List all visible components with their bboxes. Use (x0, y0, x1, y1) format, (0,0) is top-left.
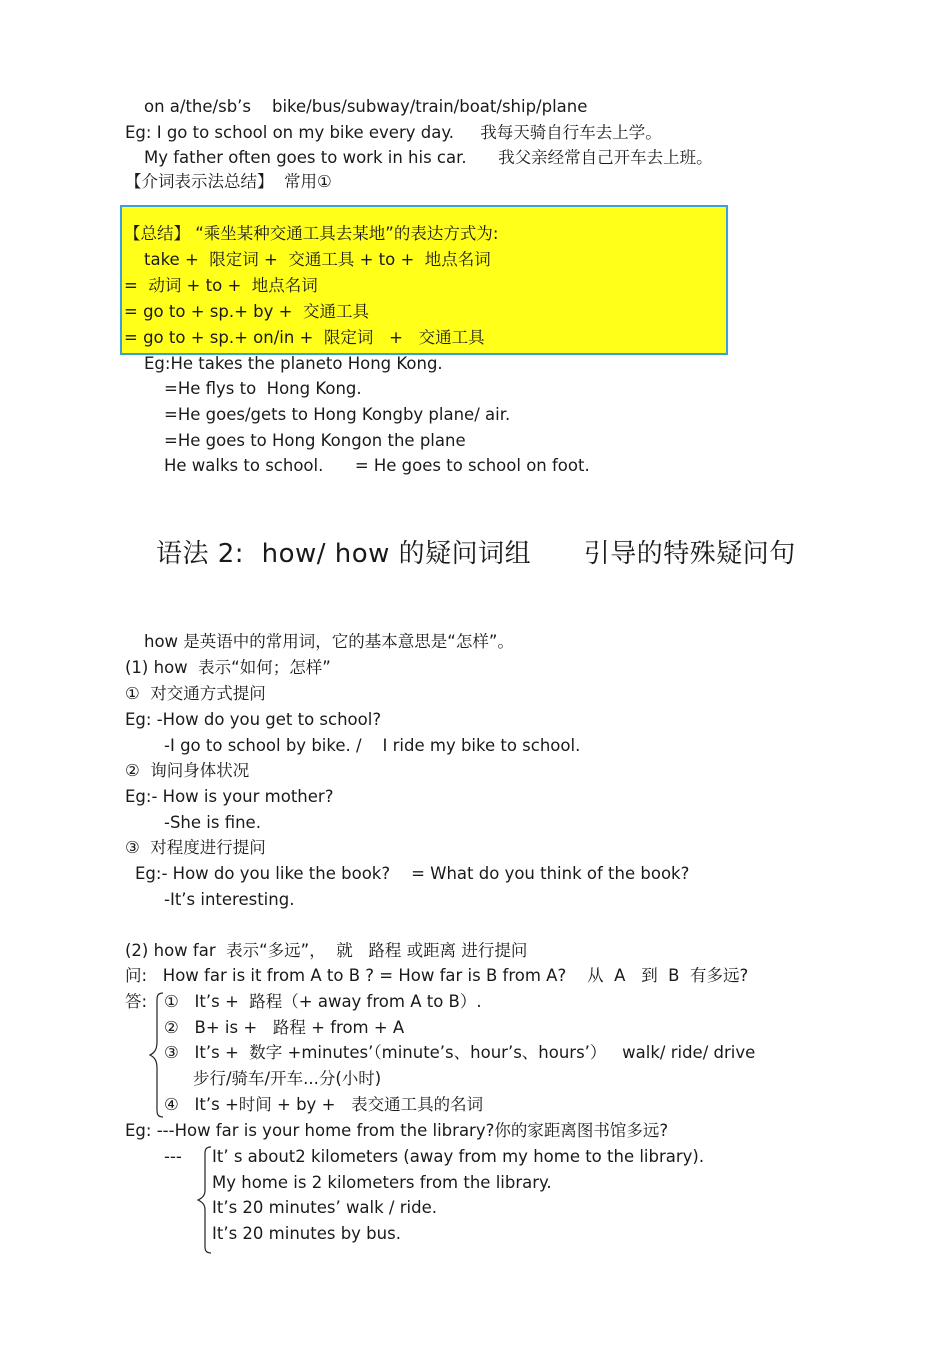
answer-3: ③ It’s + 数字 +minutes’（minute’s、hour’s、hours’） walk/ ride/ drive (164, 1043, 756, 1062)
how-line-9: ③ 对程度进行提问 (125, 838, 266, 857)
how-line-1: how 是英语中的常用词，它的基本意思是“怎样”。 (144, 632, 514, 651)
intro-line-3: My father often goes to work in his car. 我父亲经常自己开车去上班。 (144, 148, 713, 167)
answer-2: ② B+ is + 路程 + from + A (164, 1018, 405, 1037)
grammar-title: 语法 2: how/ how 的疑问词组 引导的特殊疑问句 (156, 539, 796, 569)
answer-1: ① It’s + 路程（+ away from A to B）. (164, 992, 482, 1011)
intro-line-4: 【介词表示法总结】 常用① (125, 172, 332, 191)
how-far-line-1: (2) how far 表示“多远”， 就 路程 或距离 进行提问 (125, 941, 528, 960)
how-line-8: -She is fine. (164, 813, 261, 832)
intro-line-1: on a/the/sb’s bike/bus/subway/train/boat/ship/plane (144, 97, 588, 116)
how-line-7: Eg:- How is your mother? (125, 787, 334, 806)
how-far-question: 问: How far is it from A to B ? = How far is B from A? 从 A 到 B 有多远? (125, 966, 749, 985)
summary-line-1: 【总结】 “乘坐某种交通工具去某地”的表达方式为: (124, 224, 499, 243)
example-line-4: =He goes to Hong Kongon the plane (164, 431, 466, 450)
answer-4: ④ It’s +时间 + by + 表交通工具的名词 (164, 1095, 484, 1114)
summary-line-3: = 动词 + to + 地点名词 (124, 276, 318, 295)
how-line-11: -It’s interesting. (164, 890, 295, 909)
how-far-example: Eg: ---How far is your home from the library?你的家距离图书馆多远? (125, 1121, 669, 1140)
how-line-10: Eg:- How do you like the book? = What do you think of the book? (135, 864, 690, 883)
reply-1: It’ s about2 kilometers (away from my home to the library). (212, 1147, 705, 1166)
example-line-1: Eg:He takes the planeto Hong Kong. (144, 354, 443, 373)
reply-3: It’s 20 minutes’ walk / ride. (212, 1198, 437, 1217)
summary-line-2: take + 限定词 + 交通工具 + to + 地点名词 (144, 250, 491, 269)
reply-dash: --- (164, 1147, 182, 1166)
reply-2: My home is 2 kilometers from the library. (212, 1173, 552, 1192)
example-line-2: =He flys to Hong Kong. (164, 379, 362, 398)
how-line-6: ② 询问身体状况 (125, 761, 250, 780)
how-line-4: Eg: -How do you get to school? (125, 710, 382, 729)
answer-label: 答: (125, 992, 148, 1011)
how-line-3: ① 对交通方式提问 (125, 684, 266, 703)
how-line-5: -I go to school by bike. / I ride my bike to school. (164, 736, 581, 755)
intro-line-2: Eg: I go to school on my bike every day. 我每天骑自行车去上学。 (125, 123, 662, 142)
summary-line-4: = go to + sp.+ by + 交通工具 (124, 302, 369, 321)
reply-4: It’s 20 minutes by bus. (212, 1224, 401, 1243)
example-line-5: He walks to school. = He goes to school on foot. (164, 456, 590, 475)
summary-line-5: = go to + sp.+ on/in + 限定词 + 交通工具 (124, 328, 485, 347)
answer-3-translation: 步行/骑车/开车...分(小时) (193, 1069, 382, 1088)
how-line-2: (1) how 表示“如何；怎样” (125, 658, 331, 677)
example-line-3: =He goes/gets to Hong Kongby plane/ air. (164, 405, 511, 424)
